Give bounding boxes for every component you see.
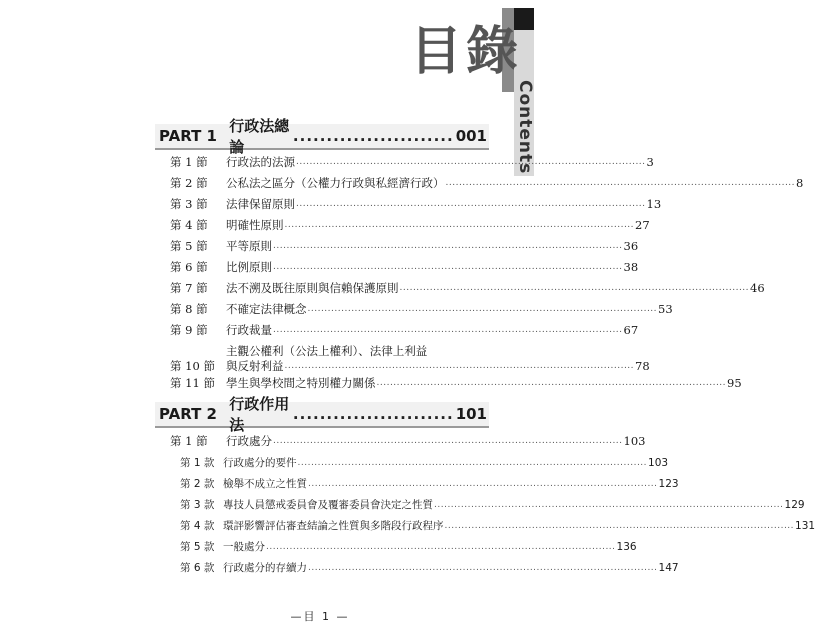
toc-sub-entry[interactable]: [180, 540, 637, 555]
leader-dots: ........................................................................................................: [308, 479, 658, 489]
part-label: PART 2: [159, 405, 217, 423]
entry-number: 第 3 節: [170, 197, 208, 211]
toc-sub-entry[interactable]: [180, 561, 679, 576]
entry-title: 行政裁量: [226, 323, 272, 337]
entry-page: 67: [623, 323, 639, 337]
entry-number: 第 1 節: [170, 155, 208, 169]
entry-title-line2: 與反射利益: [226, 359, 284, 373]
toc-entry[interactable]: [170, 323, 639, 338]
entry-number: 第 10 節: [170, 359, 215, 373]
entry-title: 不確定法律概念: [226, 302, 307, 316]
leader-dots: ........................................................................................................: [284, 361, 635, 371]
entry-page: 129: [784, 499, 805, 511]
leader-dots: ........................................................................................................: [273, 325, 623, 335]
entry-title: 法律保留原則: [226, 197, 295, 211]
entry-title-multiline: [226, 344, 650, 374]
entry-number: 第 2 節: [170, 176, 208, 190]
entry-number: 第 4 節: [170, 218, 208, 232]
entry-number: 第 2 款: [180, 478, 215, 490]
entry-title: 學生與學校間之特別權力關係: [226, 376, 376, 390]
part-1-heading[interactable]: [155, 117, 489, 156]
entry-page: 123: [658, 478, 679, 490]
toc-entry[interactable]: [170, 344, 650, 374]
leader-dots: ........................................................................................................: [308, 563, 658, 573]
leader-dots: ........................................................................................................: [273, 241, 623, 251]
toc-sub-entry[interactable]: [180, 498, 805, 513]
entry-title: 行政處分: [226, 434, 272, 448]
leader-dots: ........................................................................................................: [434, 500, 784, 510]
entry-page: 8: [796, 176, 804, 190]
entry-page: 103: [623, 434, 646, 448]
leader-dots: ........................................................................................................: [296, 157, 646, 167]
entry-title: 公私法之區分（公權力行政與私經濟行政）: [226, 176, 445, 190]
toc-entry[interactable]: [170, 281, 765, 296]
leader-dots: ........................................................................................................: [376, 378, 727, 388]
page-number-footer: —目 1 —: [290, 610, 350, 623]
entry-page: 38: [623, 260, 639, 274]
leader-dots: ........................................................................................................: [284, 220, 635, 230]
entry-title: 檢舉不成立之性質: [223, 478, 307, 490]
leader-dots: ........................................................................................................: [307, 304, 658, 314]
entry-page: 3: [646, 155, 654, 169]
part-page: 001: [455, 127, 487, 145]
entry-title: 行政處分的要件: [223, 457, 297, 469]
leader-dots: ........................................................................................................: [296, 199, 646, 209]
toc-entry[interactable]: [170, 176, 804, 191]
toc-entry[interactable]: [170, 155, 654, 170]
entry-page: 95: [727, 376, 742, 390]
entry-title: 行政處分的存續力: [223, 562, 307, 574]
entry-page: 131: [795, 520, 815, 532]
leader-dots: ........................................................................................................: [445, 178, 796, 188]
entry-number: 第 1 節: [170, 434, 208, 448]
toc-entry[interactable]: [170, 260, 639, 275]
part-label: PART 1: [159, 127, 217, 145]
leader-dots: ........................................................................................................: [444, 521, 795, 531]
entry-title: 環評影響評估審查結論之性質與多階段行政程序: [223, 520, 444, 532]
toc-entry[interactable]: [170, 239, 639, 254]
entry-number: 第 1 款: [180, 457, 215, 469]
entry-title: 專技人員懲戒委員會及覆審委員會決定之性質: [223, 499, 433, 511]
leader-dots: ........................................................................................................: [273, 436, 623, 446]
entry-title: 法不溯及既往原則與信賴保護原則: [226, 281, 399, 295]
toc-entry[interactable]: [170, 302, 673, 317]
entry-number: 第 6 節: [170, 260, 208, 274]
entry-title: 比例原則: [226, 260, 272, 274]
entry-number: 第 4 款: [180, 520, 215, 532]
entry-number: 第 3 款: [180, 499, 215, 511]
leader-dots: ........................................................................................................: [273, 262, 623, 272]
entry-number: 第 5 節: [170, 239, 208, 253]
toc-entry[interactable]: [170, 434, 646, 449]
entry-page: 136: [616, 541, 637, 553]
part-leader-dots: ........................: [292, 405, 454, 423]
part-title: 行政作用法: [229, 395, 290, 434]
entry-title: 行政法的法源: [226, 155, 295, 169]
entry-title: 平等原則: [226, 239, 272, 253]
toc-sub-entry[interactable]: [180, 519, 815, 534]
entry-page: 46: [750, 281, 765, 295]
part-title: 行政法總論: [229, 117, 290, 156]
leader-dots: ........................................................................................................: [297, 458, 648, 468]
leader-dots: ........................................................................................................: [266, 542, 616, 552]
entry-number: 第 7 節: [170, 281, 208, 295]
entry-page: 103: [648, 457, 669, 469]
entry-page: 36: [623, 239, 639, 253]
entry-page: 147: [658, 562, 679, 574]
toc-entry[interactable]: [170, 218, 650, 233]
page-title: 目錄: [410, 22, 523, 82]
entry-page: 78: [635, 359, 650, 373]
entry-number: 第 8 節: [170, 302, 208, 316]
part-leader-dots: ........................: [292, 127, 454, 145]
part-page: 101: [455, 405, 487, 423]
entry-title-line1: 主觀公權利（公法上權利）、法律上利益: [226, 344, 428, 358]
contents-vertical-label: Contents: [515, 80, 535, 175]
toc-entry[interactable]: [170, 376, 742, 391]
entry-number: 第 6 款: [180, 562, 215, 574]
entry-page: 53: [658, 302, 673, 316]
part-2-heading[interactable]: [155, 395, 489, 434]
entry-number: 第 9 節: [170, 323, 208, 337]
entry-title: 一般處分: [223, 541, 265, 553]
entry-page: 13: [646, 197, 662, 211]
entry-number: 第 5 款: [180, 541, 215, 553]
toc-sub-entry[interactable]: [180, 456, 669, 471]
leader-dots: ........................................................................................................: [399, 283, 750, 293]
entry-title: 明確性原則: [226, 218, 284, 232]
entry-page: 27: [635, 218, 650, 232]
entry-number: 第 11 節: [170, 376, 215, 390]
toc-sub-entry[interactable]: [180, 477, 679, 492]
toc-entry[interactable]: [170, 197, 662, 212]
